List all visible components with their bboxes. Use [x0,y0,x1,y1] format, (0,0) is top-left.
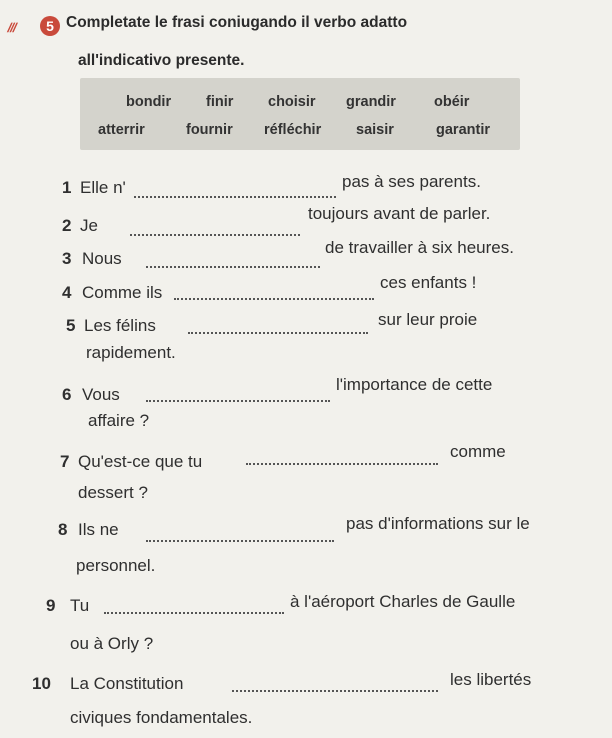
sentence-number: 9 [46,596,56,615]
word-bank-item: fournir [186,122,233,138]
sentence-text-after: comme [450,442,506,461]
answer-blank[interactable] [188,332,368,334]
sentence-number: 4 [62,283,72,302]
sentence-number: 2 [62,216,72,235]
sentence-text-before: Tu [70,596,90,615]
sentence-continuation: affaire ? [88,411,150,430]
sentence-text-after: ces enfants ! [380,273,477,292]
answer-blank[interactable] [246,463,438,465]
sentence-text-after: les libertés [450,670,532,689]
sentence-text-before: La Constitution [70,674,184,693]
answer-blank[interactable] [174,298,374,300]
sentence-number: 5 [66,316,76,335]
sentence-text-before: Nous [82,249,122,268]
sentence-number: 1 [62,178,72,197]
sentence-number: 3 [62,249,72,268]
sentence-number: 7 [60,452,70,471]
sentence-text-after: pas à ses parents. [342,172,481,191]
answer-blank[interactable] [146,266,320,268]
sentence-text-before: Comme ils [82,283,163,302]
word-bank-item: garantir [436,122,490,138]
answer-blank[interactable] [146,400,330,402]
sentence-text-after: l'importance de cette [336,375,493,394]
decorative-slashes: /// [5,20,18,35]
answer-blank[interactable] [104,612,284,614]
sentence-continuation: ou à Orly ? [70,634,154,653]
sentence-text-after: pas d'informations sur le [346,514,530,533]
sentence-number: 10 [32,674,51,693]
word-bank-item: grandir [346,94,396,110]
answer-blank[interactable] [232,690,438,692]
word-bank-item: bondir [126,94,172,110]
sentence-number: 6 [62,385,72,404]
sentence-text-before: Elle n' [80,178,126,197]
sentence-number: 8 [58,520,68,539]
instruction-line-1: Completate le frasi coniugando il verbo adatto [66,14,408,31]
word-bank [80,78,520,150]
sentence-text-after: à l'aéroport Charles de Gaulle [290,592,516,611]
answer-blank[interactable] [146,540,334,542]
sentence-text-before: Vous [82,385,120,404]
answer-blank[interactable] [130,234,300,236]
answer-blank[interactable] [134,196,336,198]
word-bank-item: choisir [268,94,316,110]
sentence-continuation: dessert ? [78,483,148,502]
sentence-text-before: Ils ne [78,520,119,539]
exercise-number-badge: 5 [40,16,60,36]
sentence-continuation: civiques fondamentales. [70,708,253,727]
sentence-continuation: personnel. [76,556,156,575]
word-bank-item: réfléchir [264,122,322,138]
sentence-text-before: Les félins [84,316,156,335]
sentence-text-after: toujours avant de parler. [308,204,491,223]
sentence-text-after: sur leur proie [378,310,478,329]
word-bank-item: atterrir [98,122,145,138]
word-bank-item: finir [206,94,234,110]
sentence-text-before: Qu'est-ce que tu [78,452,203,471]
instruction-line-2: all'indicativo presente. [78,52,245,69]
word-bank-item: saisir [356,122,394,138]
sentence-text-before: Je [80,216,98,235]
sentence-continuation: rapidement. [86,343,176,362]
word-bank-item: obéir [434,94,470,110]
sentence-text-after: de travailler à six heures. [325,238,514,257]
